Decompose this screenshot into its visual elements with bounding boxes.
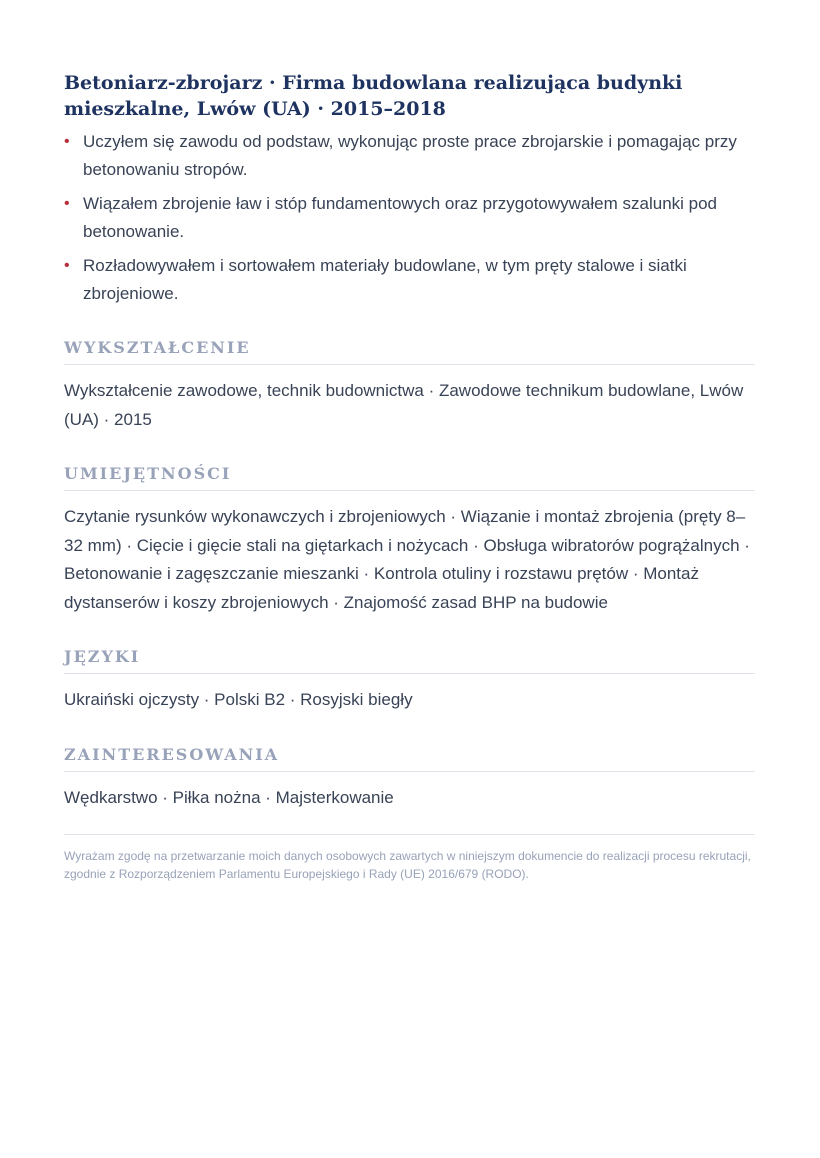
bullet-icon: •: [64, 257, 70, 274]
languages-section: [64, 647, 755, 715]
experience-entry: [64, 70, 755, 308]
skills-text: Czytanie rysunków wykonawczych i zbrojeniowych · Wiązanie i montaż zbrojenia (pręty 8–32 mm) · Cięcie i gięcie stali na giętarkach i nożycach · Obsługa wibratorów pogrążalnych · Betonowanie i zagęszczanie mieszanki · Kontrola otuliny i rozstawu prętów · Montaż dystanserów i koszy zbrojeniowych · Znajomość zasad BHP na budowie: [64, 507, 750, 612]
section-title: ZAINTERESOWANIA: [64, 745, 755, 772]
skills-section: [64, 464, 755, 617]
section-title: WYKSZTAŁCENIE: [64, 338, 755, 365]
bullet-icon: •: [64, 195, 70, 212]
bullet-text: Uczyłem się zawodu od podstaw, wykonując proste prace zbrojarskie i pomagając przy betonowaniu stropów.: [83, 132, 737, 179]
section-title: JĘZYKI: [64, 647, 755, 674]
bullet-text: Rozładowywałem i sortowałem materiały budowlane, w tym pręty stalowe i siatki zbrojeniowe.: [83, 256, 687, 303]
cv-page: [64, 70, 755, 883]
bullet-icon: •: [64, 133, 70, 150]
list-item: [64, 128, 755, 184]
interests-text: Wędkarstwo · Piłka nożna · Majsterkowanie: [64, 787, 394, 807]
education-text: Wykształcenie zawodowe, technik budownictwa · Zawodowe technikum budowlane, Lwów (UA) · 2015: [64, 381, 744, 429]
interests-section: [64, 745, 755, 813]
list-item: [64, 190, 755, 246]
education-section: [64, 338, 755, 434]
bullet-text: Wiązałem zbrojenie ław i stóp fundamentowych oraz przygotowywałem szalunki pod betonowanie.: [83, 194, 718, 241]
rodo-clause: Wyrażam zgodę na przetwarzanie moich danych osobowych zawartych w niniejszym dokumencie do realizacji procesu rekrutacji, zgodnie z Rozporządzeniem Parlamentu Europejskiego i Rady (UE) 2016/679 (RODO).: [64, 834, 755, 883]
list-item: [64, 252, 755, 308]
job-title: Betoniarz-zbrojarz · Firma budowlana realizująca budynki mieszkalne, Lwów (UA) · 2015–2018: [64, 72, 683, 120]
experience-bullets: [64, 128, 755, 308]
languages-text: Ukraiński ojczysty · Polski B2 · Rosyjski biegły: [64, 690, 413, 709]
section-title: UMIEJĘTNOŚCI: [64, 464, 755, 491]
